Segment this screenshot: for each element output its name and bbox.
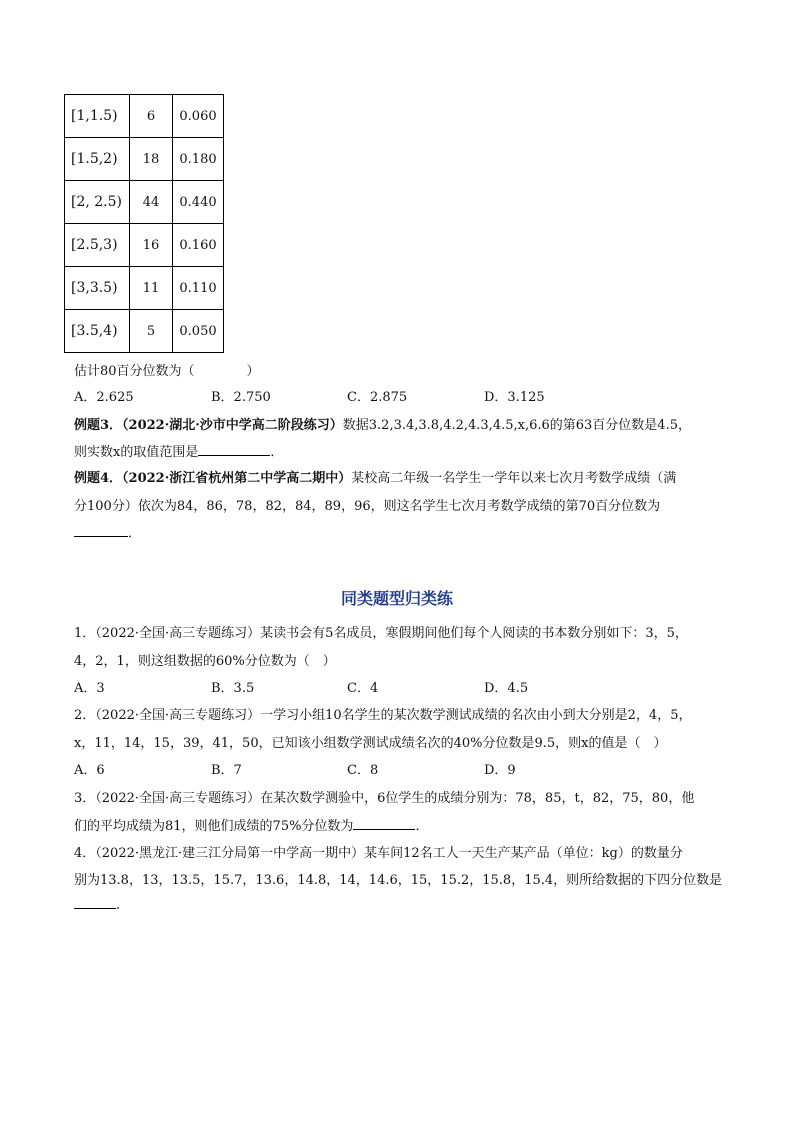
table-row [65, 267, 224, 310]
problem-1-line-2: 4，2，1，则这组数据的60%分位数为（ ） [74, 654, 336, 669]
problem-2-line-1: 2．（2022·全国·高三专题练习）一学习小组10名学生的某次数学测试成绩的名次由小到大分别是2，4，5， [74, 708, 692, 723]
option-c: C．2.875 [347, 390, 408, 405]
interval-cell: [1.5,2) [65, 138, 130, 181]
option-a: A．6 [74, 763, 105, 778]
example-4-line-1: 例题4．（2022·浙江省杭州第二中学高二期中）某校高二年级一名学生一学年以来七次月考数学成绩（满 [74, 471, 677, 486]
problem-2-line-2: x，11，14，15，39，41，50，已知该小组数学测试成绩名次的40%分位数是9.5，则x的值是（ ） [74, 736, 667, 751]
table-row [65, 95, 224, 138]
problem-1-line-1: 1．（2022·全国·高三专题练习）某读书会有5名成员，寒假期间他们每个人阅读的书本数分别如下：3，5， [74, 626, 688, 641]
interval-cell: [2.5,3) [65, 224, 130, 267]
interval-cell: [3.5,4) [65, 310, 130, 353]
option-d: D．4.5 [484, 681, 529, 696]
option-b: B．7 [211, 763, 242, 778]
table-row [65, 138, 224, 181]
option-b: B．3.5 [211, 681, 255, 696]
count-cell: 18 [130, 138, 173, 181]
option-b: B．2.750 [211, 390, 271, 405]
count-cell: 44 [130, 181, 173, 224]
example-4-line-2: 分100分）依次为84，86，78，82，84，89，96，则这名学生七次月考数学成绩的第70百分位数为 [74, 499, 661, 514]
frequency-cell: 0.110 [173, 267, 224, 310]
option-c: C．8 [347, 763, 379, 778]
frequency-cell: 0.180 [173, 138, 224, 181]
frequency-table [64, 94, 224, 353]
problem-4-line-2: 别为13.8，13，13.5，15.7，13.6，14.8，14，14.6，15，15.2，15.8，15.4，则所给数据的下四分位数是 [74, 873, 723, 888]
frequency-cell: 0.160 [173, 224, 224, 267]
interval-cell: [2, 2.5) [65, 181, 130, 224]
option-a: A．3 [74, 681, 105, 696]
interval-cell: [1,1.5) [65, 95, 130, 138]
count-cell: 6 [130, 95, 173, 138]
problem-4-line-1: 4．（2022·黑龙江·建三江分局第一中学高一期中）某车间12名工人一天生产某产品（单位：kg）的数量分 [74, 846, 683, 861]
problem-3-line-1: 3．（2022·全国·高三专题练习）在某次数学测验中，6位学生的成绩分别为：78，85，t，82，75，80，他 [74, 791, 695, 806]
option-a: A．2.625 [74, 390, 134, 405]
table-row [65, 310, 224, 353]
problem-4-line-3: . [74, 896, 120, 913]
example-3-line-1: 例题3．（2022·湖北·沙市中学高二阶段练习）数据3.2,3.4,3.8,4.2,4.3,4.5,x,6.6的第63百分位数是4.5， [74, 418, 691, 433]
frequency-cell: 0.440 [173, 181, 224, 224]
table-row [65, 181, 224, 224]
count-cell: 5 [130, 310, 173, 353]
table-row [65, 224, 224, 267]
section-title: 同类题型归类练 [340, 589, 453, 608]
question-stem: 估计80百分位数为（ ） [74, 364, 260, 379]
option-d: D．3.125 [484, 390, 545, 405]
frequency-cell: 0.060 [173, 95, 224, 138]
problem-3-line-2: 们的平均成绩为81，则他们成绩的75%分位数为 ． [74, 819, 429, 834]
count-cell: 11 [130, 267, 173, 310]
count-cell: 16 [130, 224, 173, 267]
answer-blank[interactable] [353, 817, 415, 830]
example-3-line-2: 则实数x的取值范围是 ． [74, 445, 284, 460]
option-c: C．4 [347, 681, 379, 696]
option-d: D．9 [484, 763, 516, 778]
answer-blank[interactable] [74, 896, 116, 909]
answer-blank[interactable] [198, 443, 270, 456]
example-4-line-3: ． [74, 522, 141, 541]
answer-blank[interactable] [74, 524, 128, 537]
frequency-cell: 0.050 [173, 310, 224, 353]
interval-cell: [3,3.5) [65, 267, 130, 310]
